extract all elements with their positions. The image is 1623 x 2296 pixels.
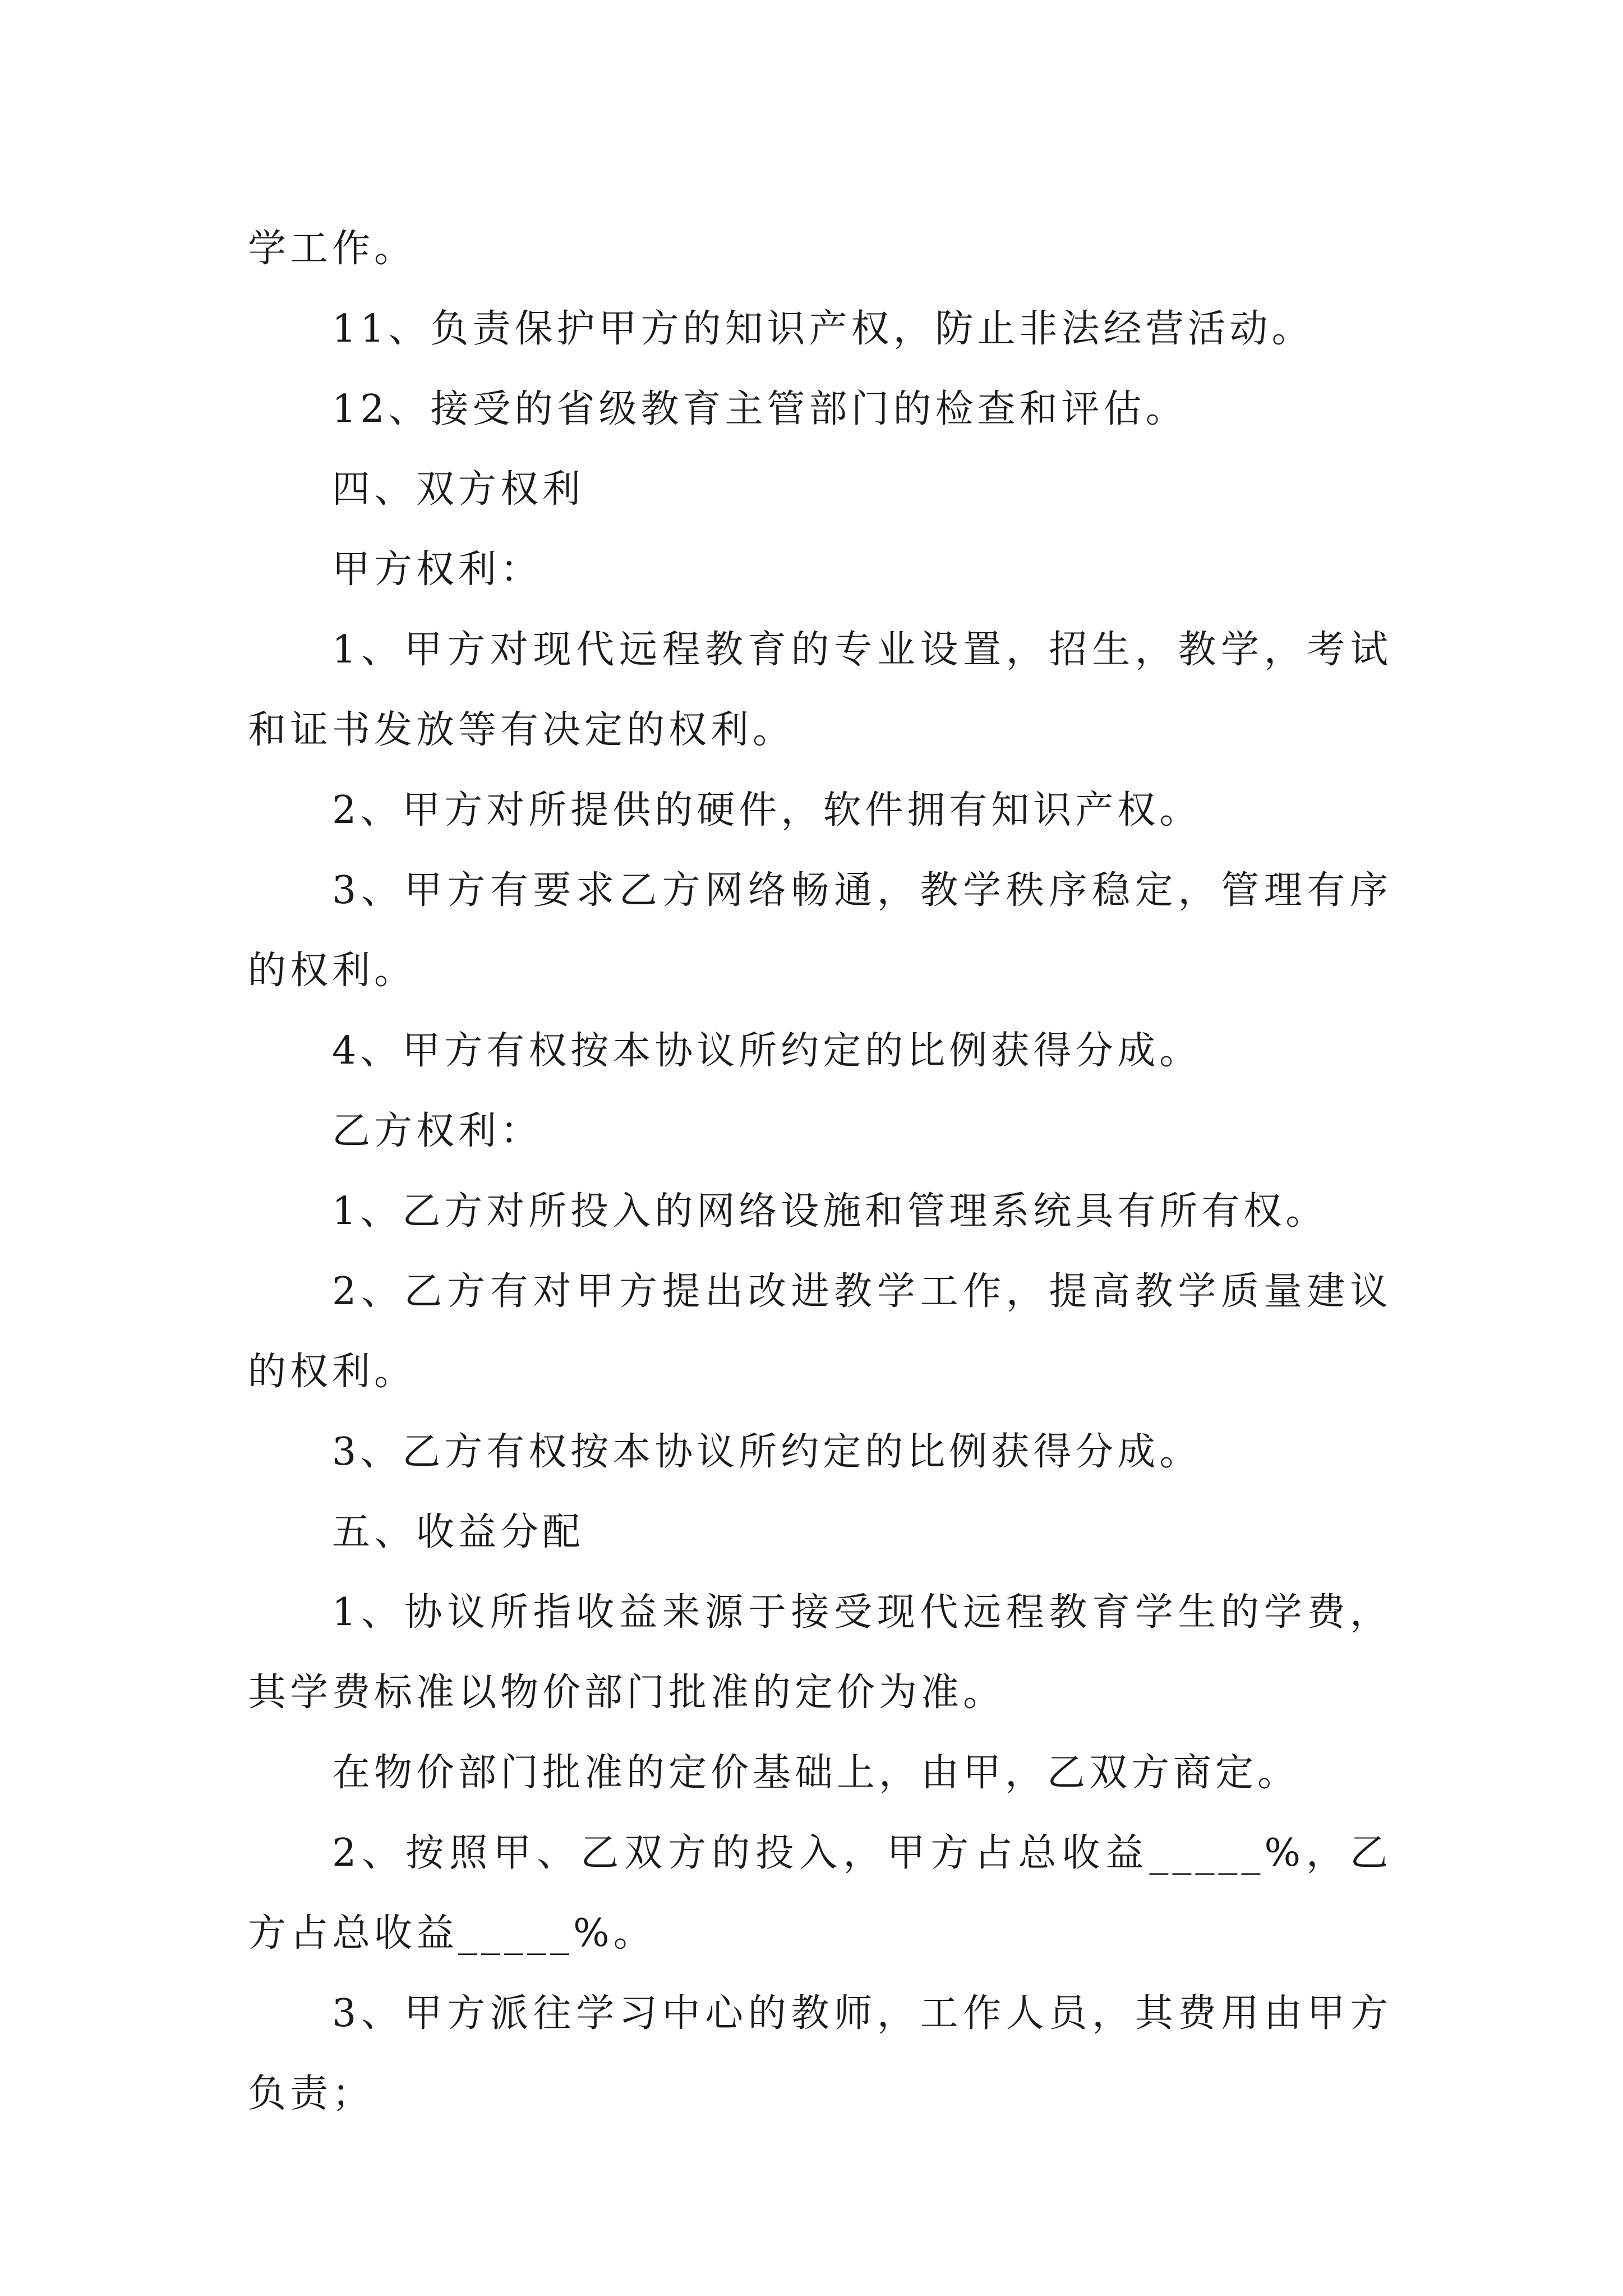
section-heading-revenue: 五、收益分配 — [332, 1510, 585, 1554]
paragraph-item-12: 12、接受的省级教育主管部门的检查和评估。 — [332, 387, 1188, 431]
paragraph-revenue-2: 2、按照甲、乙双方的投入，甲方占总收益_____%，乙方占总收益_____%。 — [248, 1831, 1392, 1955]
document-body — [248, 209, 1392, 2134]
paragraph-party-b-right-1: 1、乙方对所投入的网络设施和管理系统具有所有权。 — [332, 1189, 1328, 1234]
paragraph-revenue-pricing: 在物价部门批准的定价基础上，由甲，乙双方商定。 — [332, 1751, 1300, 1795]
paragraph-party-b-right-2: 2、乙方有对甲方提出改进教学工作，提高教学质量建议的权利。 — [248, 1269, 1392, 1394]
paragraph-party-a-right-4: 4、甲方有权按本协议所约定的比例获得分成。 — [332, 1029, 1202, 1073]
subheading-party-b-rights: 乙方权利： — [332, 1109, 543, 1153]
paragraph-party-a-right-2: 2、甲方对所提供的硬件，软件拥有知识产权。 — [332, 788, 1202, 832]
paragraph-revenue-3: 3、甲方派往学习中心的教师，工作人员，其费用由甲方负责； — [248, 1991, 1392, 2116]
paragraph-party-b-right-3: 3、乙方有权按本协议所约定的比例获得分成。 — [332, 1430, 1202, 1474]
section-heading-rights: 四、双方权利 — [332, 467, 585, 512]
paragraph-continuation: 学工作。 — [248, 227, 417, 271]
paragraph-party-a-right-3: 3、甲方有要求乙方网络畅通，教学秩序稳定，管理有序的权利。 — [248, 868, 1392, 993]
subheading-party-a-rights: 甲方权利： — [332, 547, 543, 592]
paragraph-party-a-right-1: 1、甲方对现代远程教育的专业设置，招生，教学，考试和证书发放等有决定的权利。 — [248, 628, 1392, 752]
paragraph-revenue-1: 1、协议所指收益来源于接受现代远程教育学生的学费，其学费标准以物价部门批准的定价为准。 — [248, 1590, 1392, 1715]
paragraph-item-11: 11、负责保护甲方的知识产权，防止非法经营活动。 — [332, 307, 1314, 351]
